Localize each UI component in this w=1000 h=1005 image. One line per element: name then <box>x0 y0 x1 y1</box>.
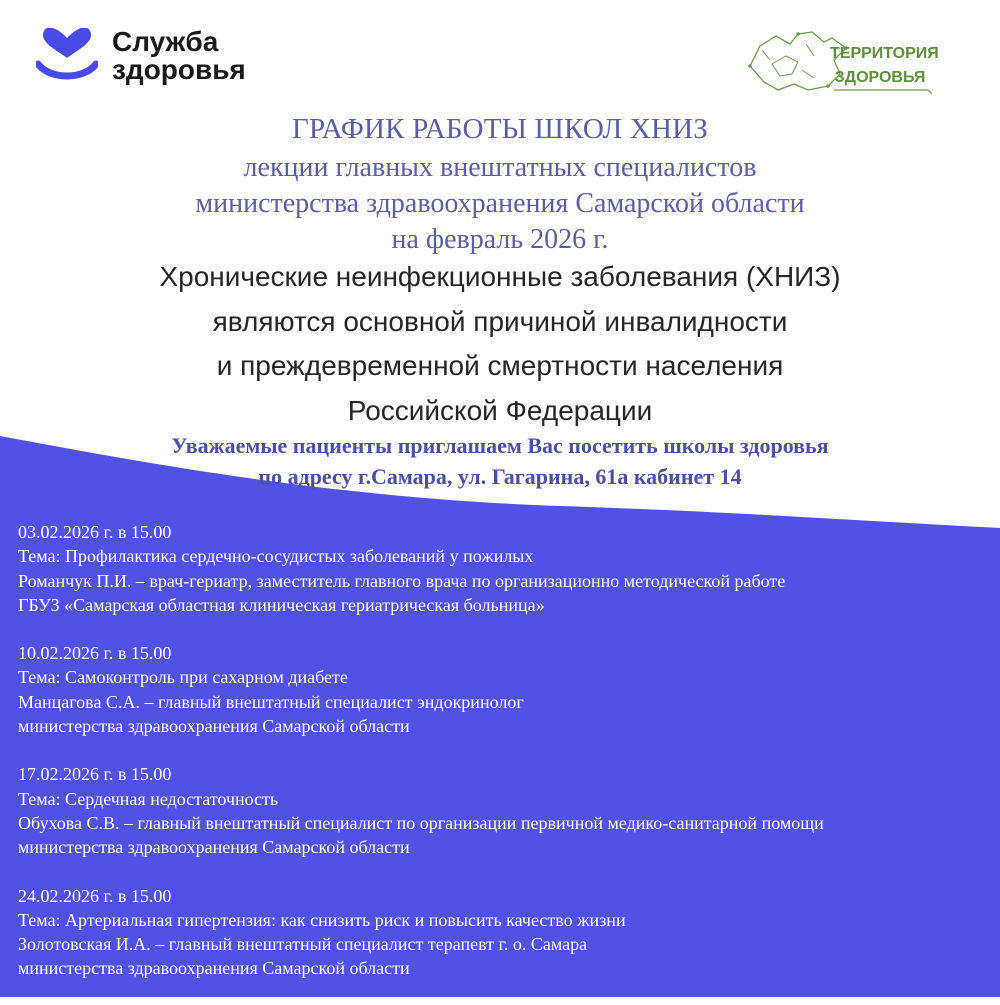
lecture-date: 10.02.2026 г. в 15.00 <box>18 643 172 664</box>
lecture-topic: Тема: Самоконтроль при сахарном диабете <box>18 667 348 688</box>
lecture-entry <box>18 520 993 617</box>
lecture-date: 03.02.2026 г. в 15.00 <box>18 522 172 542</box>
subtitle-line: министерства здравоохранения Самарской области <box>195 188 805 219</box>
schedule-title: ГРАФИК РАБОТЫ ШКОЛ ХНИЗ <box>291 113 708 145</box>
invite-address: по адресу г.Самара, ул. Гагарина, 61а кабинет 14 <box>258 464 742 489</box>
intro-line: являются основной причиной инвалидности <box>212 305 788 337</box>
sluzhba-zdorovya-logo <box>36 26 276 90</box>
territoriya-zdorovya-logo <box>742 26 938 98</box>
lecture-topic: Тема: Профилактика сердечно-сосудистых заболеваний у пожилых <box>18 546 534 567</box>
intro-line: Хронические неинфекционные заболевания (ХНИЗ) <box>159 261 841 292</box>
lecture-organization: министерства здравоохранения Самарской области <box>18 837 410 858</box>
lecture-organization: ГБУЗ «Самарская областная клиническая гериатрическая больница» <box>18 594 545 615</box>
heart-smile-icon <box>36 28 98 84</box>
lecture-topic: Тема: Артериальная гипертензия: как снизить риск и повысить качество жизни <box>18 909 626 930</box>
invitation-text <box>0 430 1000 492</box>
lecture-organization: министерства здравоохранения Самарской области <box>18 958 410 979</box>
lecture-date: 24.02.2026 г. в 15.00 <box>18 885 172 906</box>
intro-line: и преждевременной смертности населения <box>216 350 784 381</box>
logo-left-line2: здоровья <box>112 54 246 85</box>
lecture-speaker: Золотовская И.А. – главный внештатный специалист терапевт г. о. Самара <box>18 934 588 955</box>
logo-right-line2: ЗДОРОВЬЯ <box>834 69 926 86</box>
lecture-speaker: Романчук П.И. – врач-гериатр, заместитель главного врача по организационно методической работе <box>18 570 786 591</box>
logo-left-line1: Служба <box>112 26 219 57</box>
intro-line: Российской Федерации <box>347 394 653 426</box>
subtitle-line: лекции главных внештатных специалистов <box>243 152 757 183</box>
lecture-entry <box>18 641 993 738</box>
lecture-speaker: Обухова С.В. – главный внештатный специалист по организации первичной медико-санитарной помощи <box>18 812 824 833</box>
lecture-organization: министерства здравоохранения Самарской области <box>18 716 410 737</box>
lecture-schedule <box>18 520 993 1005</box>
hniz-intro-text <box>0 255 1000 433</box>
lecture-topic: Тема: Сердечная недостаточность <box>18 788 279 809</box>
lecture-entry <box>18 762 993 859</box>
lecture-entry <box>18 884 993 981</box>
invite-line: Уважаемые пациенты приглашаем Вас посетить школы здоровья <box>171 433 829 458</box>
logo-right-line1: ТЕРРИТОРИЯ <box>830 45 939 62</box>
lecture-speaker: Манцагова С.А. – главный внештатный специалист эндокринолог <box>18 691 524 712</box>
lecture-date: 17.02.2026 г. в 15.00 <box>18 764 172 785</box>
schedule-subtitle <box>10 150 990 258</box>
subtitle-line: на февраль 2026 г. <box>391 224 609 255</box>
